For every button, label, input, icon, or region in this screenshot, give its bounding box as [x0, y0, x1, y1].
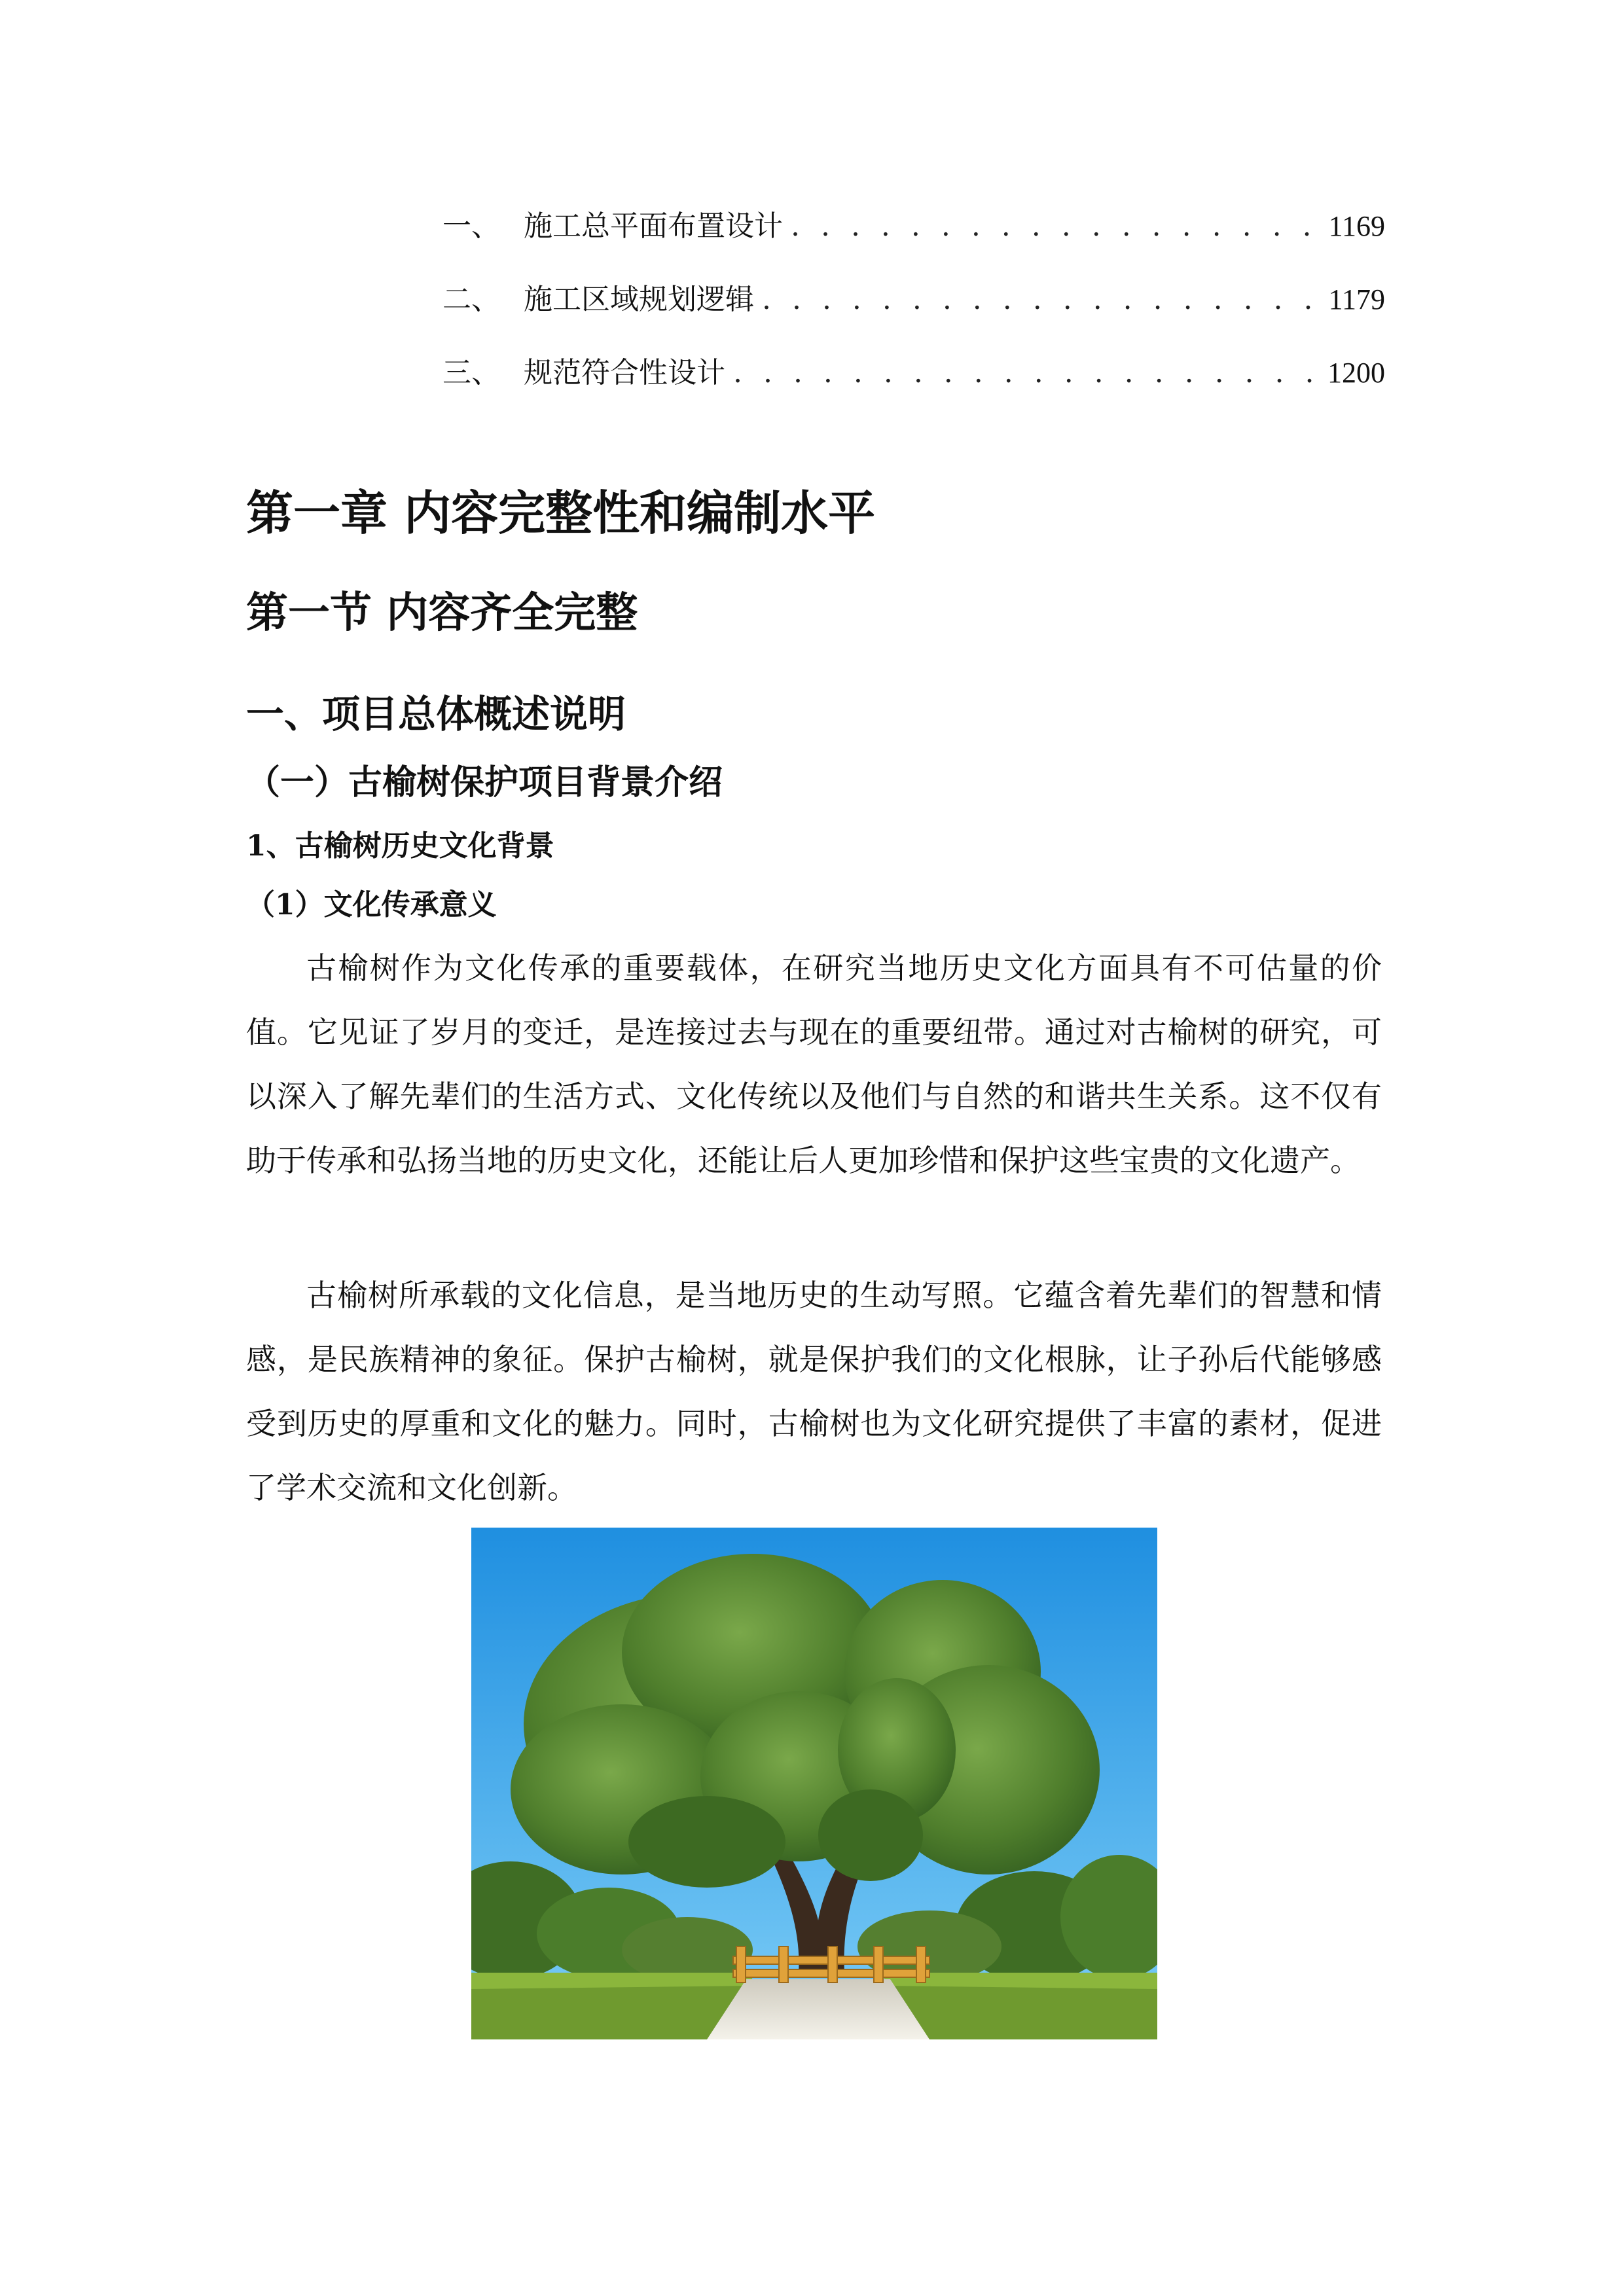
toc-entry[interactable] — [442, 190, 1385, 263]
toc-entry-title: 施工区域规划逻辑 — [524, 283, 754, 316]
toc-dot-leader — [791, 190, 1321, 263]
toc-entry-page: 1169 — [1328, 210, 1385, 242]
toc-entry-page: 1200 — [1327, 357, 1385, 389]
toc-dot-leader — [733, 336, 1320, 410]
chapter-title: 第一章 内容完整性和编制水平 — [246, 486, 876, 541]
toc-entry-number: 三、 — [442, 356, 500, 389]
stone-path — [707, 1979, 929, 2039]
toc-dot-leader — [762, 263, 1321, 336]
table-of-contents — [442, 190, 1385, 410]
section-title: 第一节 内容齐全完整 — [246, 589, 638, 637]
toc-entry[interactable] — [442, 263, 1385, 336]
tree-illustration — [471, 1528, 1157, 2039]
toc-entry-page: 1179 — [1328, 283, 1385, 315]
subsection-heading-level4: （1）文化传承意义 — [246, 888, 497, 922]
toc-entry-title: 规范符合性设计 — [524, 356, 725, 389]
body-paragraph: 古榆树作为文化传承的重要载体，在研究当地历史文化方面具有不可估量的价值。它见证了岁月的变迁，是连接过去与现在的重要纽带。通过对古榆树的研究，可以深入了解先辈们的生活方式、文化传统以及他们与自然的和谐共生关系。这不仅有助于传承和弘扬当地的历史文化，还能让后人更加珍惜和保护这些宝贵的文化遗产。 — [246, 950, 1382, 1178]
subsection-heading-level3: 1、古榆树历史文化背景 — [246, 829, 554, 863]
body-paragraph: 古榆树所承载的文化信息，是当地历史的生动写照。它蕴含着先辈们的智慧和情感，是民族精神的象征。保护古榆树，就是保护我们的文化根脉，让子孙后代能够感受到历史的厚重和文化的魅力。同时，古榆树也为文化研究提供了丰富的素材，促进了学术交流和文化创新。 — [246, 1278, 1382, 1505]
toc-entry-title: 施工总平面布置设计 — [524, 209, 783, 243]
ancient-elm-tree-photo — [471, 1528, 1157, 2039]
toc-entry-number: 一、 — [442, 209, 500, 243]
subsection-heading-level2: （一）古榆树保护项目背景介绍 — [246, 762, 723, 802]
toc-entry-number: 二、 — [442, 283, 500, 316]
toc-entry[interactable] — [442, 336, 1385, 410]
subsection-heading-level1: 一、项目总体概述说明 — [246, 692, 626, 736]
